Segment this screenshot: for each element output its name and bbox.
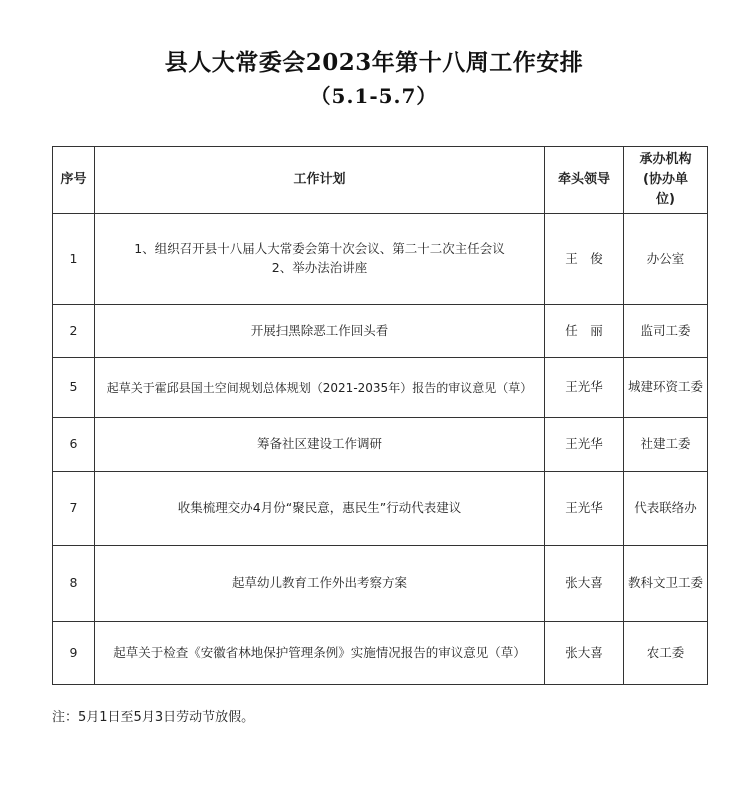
row-index: 7 — [53, 472, 95, 546]
table-row — [53, 214, 708, 305]
header-leader: 牵头领导 — [545, 147, 624, 214]
row-plan — [95, 214, 545, 305]
plan-line: 起草关于检查《安徽省林地保护管理条例》实施情况报告的审议意见（草） — [113, 644, 526, 660]
table-row — [53, 546, 708, 622]
plan-line: 开展扫黑除恶工作回头看 — [250, 322, 389, 338]
header-plan: 工作计划 — [95, 147, 545, 214]
row-plan — [95, 472, 545, 546]
row-index: 9 — [53, 622, 95, 685]
row-index: 6 — [53, 418, 95, 472]
row-org: 办公室 — [624, 214, 708, 305]
row-org: 监司工委 — [624, 305, 708, 358]
row-index: 2 — [53, 305, 95, 358]
row-org: 城建环资工委 — [624, 358, 708, 418]
table-row — [53, 358, 708, 418]
plan-line: 1、组织召开县十八届人大常委会第十次会议、第二十二次主任会议 — [134, 241, 505, 257]
row-leader: 王光华 — [545, 418, 624, 472]
row-leader: 任 丽 — [545, 305, 624, 358]
row-index: 8 — [53, 546, 95, 622]
table-header-row — [53, 147, 708, 214]
row-plan — [95, 305, 545, 358]
header-org-line: (协办单 — [643, 171, 688, 187]
header-org — [624, 147, 708, 214]
row-org: 社建工委 — [624, 418, 708, 472]
header-org-line: 位) — [656, 192, 675, 208]
row-org: 教科文卫工委 — [624, 546, 708, 622]
plan-line: 起草关于霍邱县国土空间规划总体规划（2021-2035年）报告的审议意见（草） — [106, 380, 533, 395]
date-range-subtitle: （5.1-5.7） — [310, 84, 438, 108]
table-row — [53, 418, 708, 472]
table-row — [53, 472, 708, 546]
row-plan — [95, 622, 545, 685]
row-plan — [95, 358, 545, 418]
row-index: 1 — [53, 214, 95, 305]
row-index: 5 — [53, 358, 95, 418]
page-title: 县人大常委会2023年第十八周工作安排 — [164, 49, 584, 76]
plan-line: 筹备社区建设工作调研 — [256, 436, 382, 452]
row-leader: 张大喜 — [545, 622, 624, 685]
row-leader: 张大喜 — [545, 546, 624, 622]
table-row — [53, 622, 708, 685]
row-leader: 王光华 — [545, 358, 624, 418]
header-index: 序号 — [53, 147, 95, 214]
row-plan — [95, 418, 545, 472]
work-schedule-table — [52, 146, 708, 685]
row-leader: 王光华 — [545, 472, 624, 546]
plan-line: 收集梳理交办4月份“聚民意，惠民生”行动代表建议 — [177, 500, 462, 516]
row-leader: 王 俊 — [545, 214, 624, 305]
row-org: 农工委 — [624, 622, 708, 685]
plan-line: 2、举办法治讲座 — [271, 260, 368, 275]
row-plan — [95, 546, 545, 622]
row-org: 代表联络办 — [624, 472, 708, 546]
plan-line: 起草幼儿教育工作外出考察方案 — [231, 575, 407, 591]
table-row — [53, 305, 708, 358]
holiday-note: 注：5月1日至5月3日劳动节放假。 — [52, 710, 255, 725]
header-org-line: 承办机构 — [639, 151, 692, 167]
